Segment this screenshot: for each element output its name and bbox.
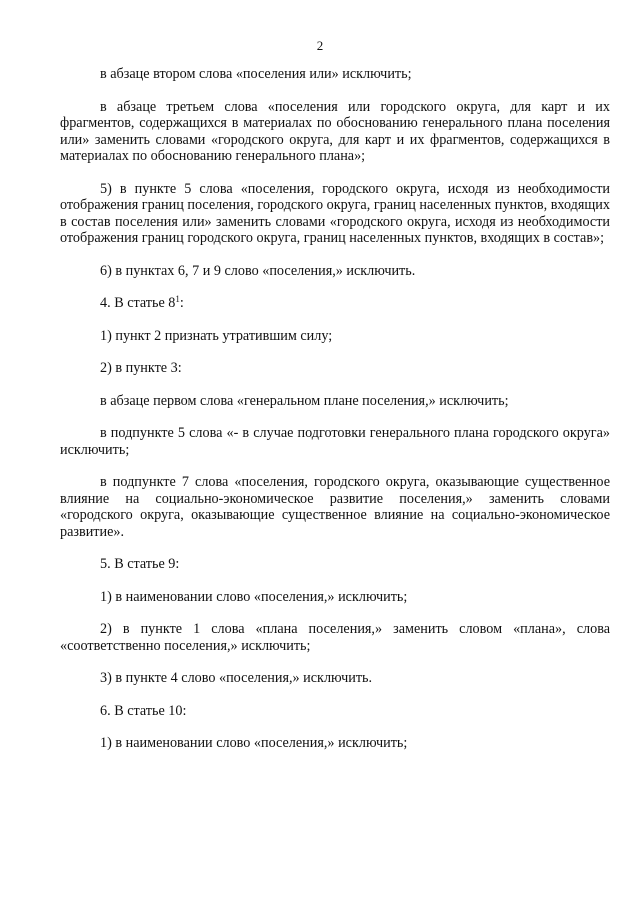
paragraph: 1) пункт 2 признать утратившим силу; (100, 327, 333, 344)
paragraph: 6) в пунктах 6, 7 и 9 слово «поселения,» исключить. (100, 262, 416, 279)
page-number: 2 (316, 38, 324, 53)
paragraph: в абзаце третьем слова «поселения или городского округа, для карт и их фрагментов, содержащихся в материалах по обоснованию генерального плана поселения или» заменить словами «городского округа, для карт и их фрагментов, содержащихся в материалах по обоснованию генерального плана»; (60, 98, 610, 164)
paragraph: в абзаце втором слова «поселения или» исключить; (100, 66, 412, 82)
paragraph: 5) в пункте 5 слова «поселения, городского округа, исходя из необходимости отображения границ поселения, городского округа, границ населенных пунктов, входящих в состав поселения или» заменить словами «городского округа, исходя из необходимости отображения границ городского округа, границ населенных пунктов, входящих в состав»; (60, 180, 610, 246)
paragraph: 1) в наименовании слово «поселения,» исключить; (100, 588, 408, 605)
article-8-superscript: 1 (175, 294, 180, 304)
paragraph: в подпункте 7 слова «поселения, городского округа, оказывающие существенное влияние на социально-экономическое развитие поселения,» заменить словами «городского округа, оказывающие существенное влияние на социально-экономическое развитие». (60, 474, 610, 540)
paragraph: в подпункте 5 слова «- в случае подготовки генерального плана городского округа» исключить; (60, 425, 610, 458)
paragraph: 2) в пункте 1 слова «плана поселения,» заменить словом «плана», слова «соответственно поселения,» исключить; (60, 621, 610, 654)
article-8-prefix: 4. В статье 8 (100, 295, 176, 311)
article-9-heading: 5. В статье 9: (100, 556, 180, 572)
paragraph: 1) в наименовании слово «поселения,» исключить; (100, 735, 408, 751)
paragraph: в абзаце первом слова «генеральном плане поселения,» исключить; (100, 392, 509, 409)
article-8-heading (60, 295, 610, 312)
document-body (60, 66, 610, 768)
paragraph: 2) в пункте 3: (100, 360, 182, 376)
article-8-suffix: : (179, 295, 184, 311)
article-10-heading: 6. В статье 10: (100, 702, 187, 719)
paragraph: 3) в пункте 4 слово «поселения,» исключить. (100, 670, 373, 686)
